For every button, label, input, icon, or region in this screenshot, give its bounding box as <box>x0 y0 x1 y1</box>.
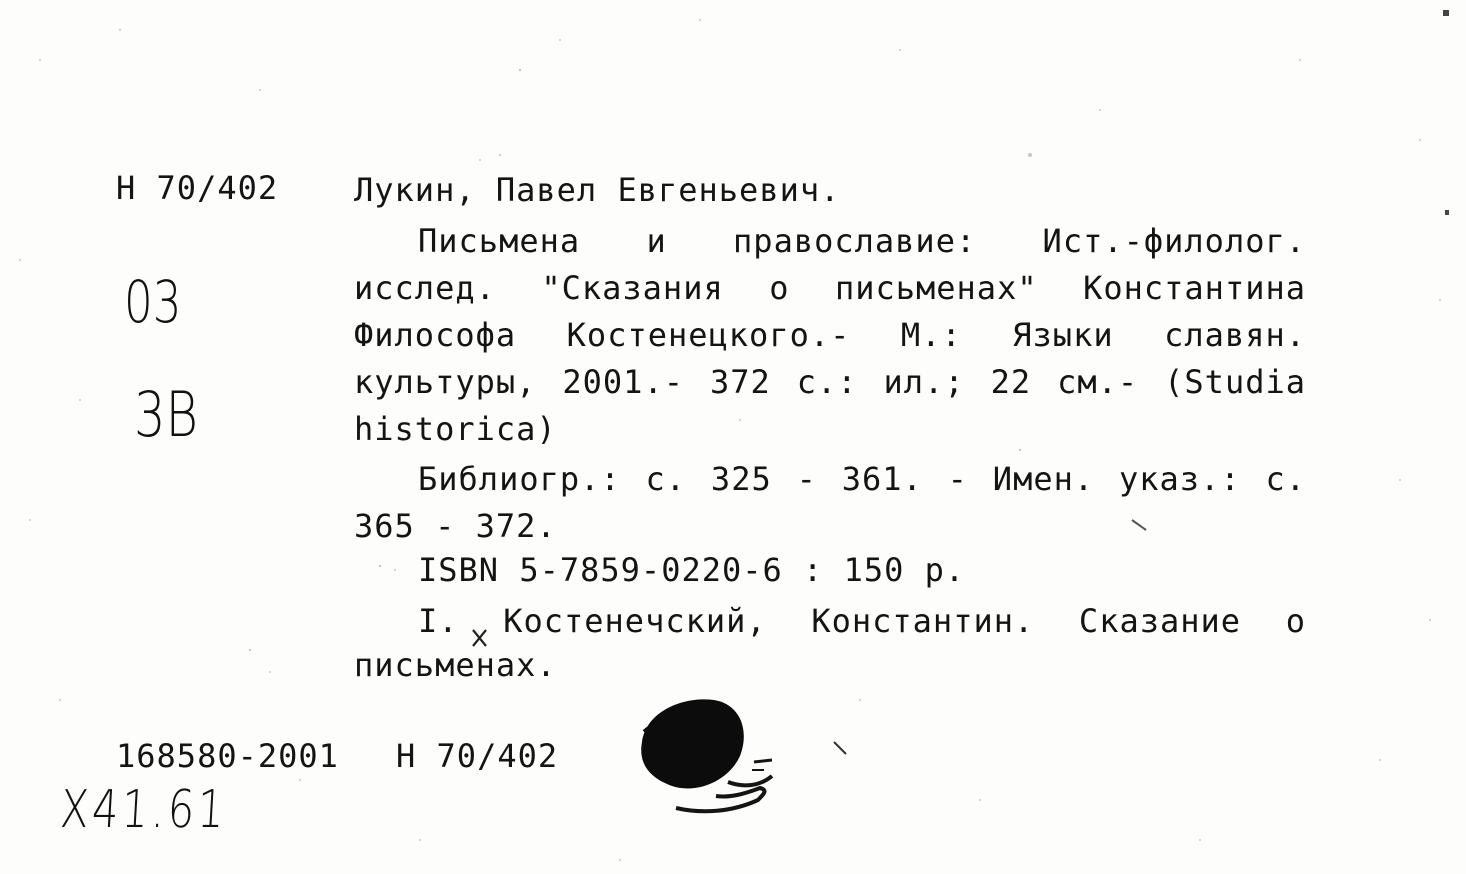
author-heading: Лукин, Павел Евгеньевич. <box>354 171 841 209</box>
inventory-number: 168580-2001 <box>116 737 339 775</box>
added-entry-line: I. Костенечский, Константин. Сказание о <box>418 602 1306 640</box>
added-entry-line: письменах. <box>354 646 557 684</box>
description-line: культуры, 2001.- 372 с.: ил.; 22 см.- (Studia <box>354 363 1306 401</box>
title-description <box>354 218 1306 448</box>
description-line: historica) <box>354 410 557 448</box>
ink-stamp-blot <box>632 690 792 830</box>
description-line: Философа Костенецкого.- М.: Языки славян. <box>354 316 1306 354</box>
pen-tick-mark <box>470 626 490 650</box>
added-entry <box>354 598 1306 689</box>
bibliography-line: 365 - 372. <box>354 507 557 545</box>
handwritten-mark-3b: 3В <box>134 378 199 451</box>
bibliography-note <box>354 456 1306 550</box>
footer-shelfmark: Н 70/402 <box>396 737 559 775</box>
description-line: Письмена и православие: Ист.-филолог. <box>418 222 1306 260</box>
isbn-price: ISBN 5-7859-0220-6 : 150 р. <box>418 551 966 589</box>
handwritten-classification: Х41.61 <box>58 780 229 840</box>
description-line: исслед. "Сказания о письменах" Константина <box>354 269 1306 307</box>
shelfmark: Н 70/402 <box>116 169 279 207</box>
bibliography-line: Библиогр.: с. 325 - 361. - Имен. указ.: с. <box>418 460 1306 498</box>
handwritten-mark-03: 03 <box>124 268 182 336</box>
